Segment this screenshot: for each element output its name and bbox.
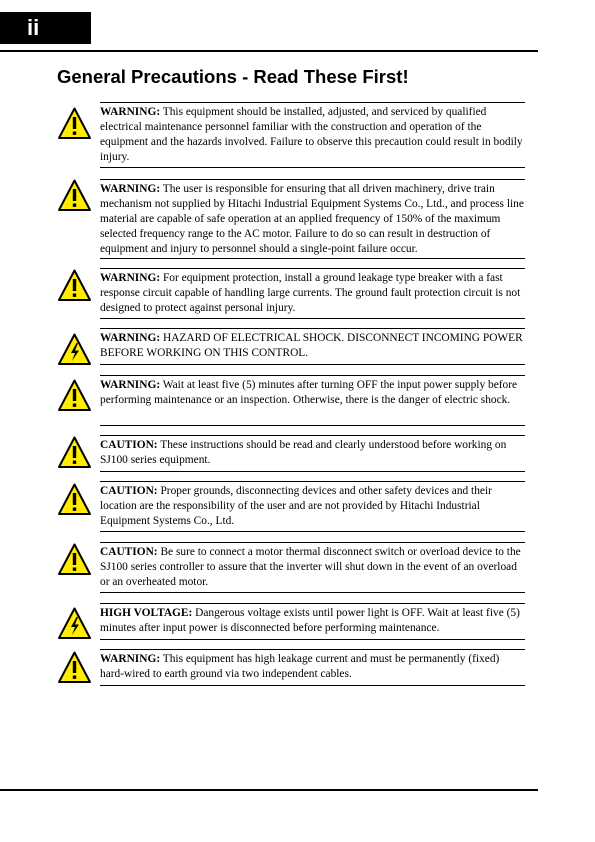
header-rule [0, 50, 538, 52]
notice-item [57, 649, 525, 686]
high-voltage-icon [57, 606, 92, 641]
notice-text [100, 268, 525, 319]
notice-text [100, 603, 525, 640]
notice-label: WARNING: [100, 272, 161, 284]
notice-body: This equipment should be installed, adjusted, and serviced by qualified electrical maintenance personnel familiar with the construction and operation of the equipment and the hazards involved. Failure to observe this precaution could result in bodily injury. [100, 106, 523, 163]
high-voltage-icon [57, 332, 92, 367]
notice-body: For equipment protection, install a ground leakage type breaker with a fast response circuit capable of handling large currents. The ground fault protection circuit is not designed to protect against personal injury. [100, 272, 521, 314]
notice-item [57, 603, 525, 640]
exclamation-warning-icon [57, 650, 92, 685]
footer-rule [0, 789, 538, 791]
notice-body: Be sure to connect a motor thermal disconnect switch or overload device to the SJ100 series controller to assure that the inverter will shut down in the event of an overload or an overheated motor. [100, 546, 521, 588]
notice-text [100, 542, 525, 593]
notice-text [100, 328, 525, 365]
notice-text [100, 481, 525, 532]
notice-text [100, 649, 525, 686]
notice-label: WARNING: [100, 379, 161, 391]
notice-label: CAUTION: [100, 485, 158, 497]
page-number-tab [0, 12, 91, 44]
notice-body: This equipment has high leakage current and must be permanently (fixed) hard-wired to earth ground via two independent cables. [100, 653, 500, 680]
notice-item [57, 268, 525, 319]
notice-item [57, 375, 525, 426]
notice-body: Dangerous voltage exists until power light is OFF. Wait at least five (5) minutes after input power is disconnected before performing maintenance. [100, 607, 520, 634]
exclamation-warning-icon [57, 482, 92, 517]
exclamation-warning-icon [57, 378, 92, 413]
exclamation-warning-icon [57, 542, 92, 577]
notice-item [57, 328, 525, 365]
notice-body: Proper grounds, disconnecting devices and other safety devices and their location are the responsibility of the user and are not provided by Hitachi Industrial Equipment Systems Co., Ltd. [100, 485, 492, 527]
notice-label: WARNING: [100, 183, 161, 195]
notice-item [57, 542, 525, 593]
exclamation-warning-icon [57, 106, 92, 141]
notice-item [57, 481, 525, 532]
page-title: General Precautions - Read These First! [57, 66, 409, 87]
notice-text [100, 435, 525, 472]
notice-label: WARNING: [100, 332, 161, 344]
notice-label: WARNING: [100, 106, 161, 118]
exclamation-warning-icon [57, 178, 92, 213]
notice-label: CAUTION: [100, 546, 158, 558]
notice-text [100, 102, 525, 168]
notice-label: CAUTION: [100, 439, 158, 451]
notice-item [57, 102, 525, 168]
notice-body: These instructions should be read and clearly understood before working on SJ100 series equipment. [100, 439, 507, 466]
page-number: ii [27, 15, 40, 40]
notice-text [100, 179, 525, 259]
exclamation-warning-icon [57, 435, 92, 470]
notice-body: HAZARD OF ELECTRICAL SHOCK. DISCONNECT INCOMING POWER BEFORE WORKING ON THIS CONTROL. [100, 332, 523, 359]
exclamation-warning-icon [57, 268, 92, 303]
notice-item [57, 435, 525, 472]
notice-text [100, 375, 525, 426]
notice-body: Wait at least five (5) minutes after turning OFF the input power supply before performing maintenance or an inspection. Otherwise, there is the danger of electric shock. [100, 379, 518, 406]
notice-label: WARNING: [100, 653, 161, 665]
notice-body: The user is responsible for ensuring that all driven machinery, drive train mechanism not supplied by Hitachi Industrial Equipment Systems Co., Ltd., and process line material are capable of safe operation at an applied frequency of 150% of the maximum selected frequency range to the AC motor. Failure to do so can result in destruction of equipment and injury to personnel should a single-point failure occur. [100, 183, 524, 255]
notice-label: HIGH VOLTAGE: [100, 607, 193, 619]
notice-item [57, 179, 525, 259]
